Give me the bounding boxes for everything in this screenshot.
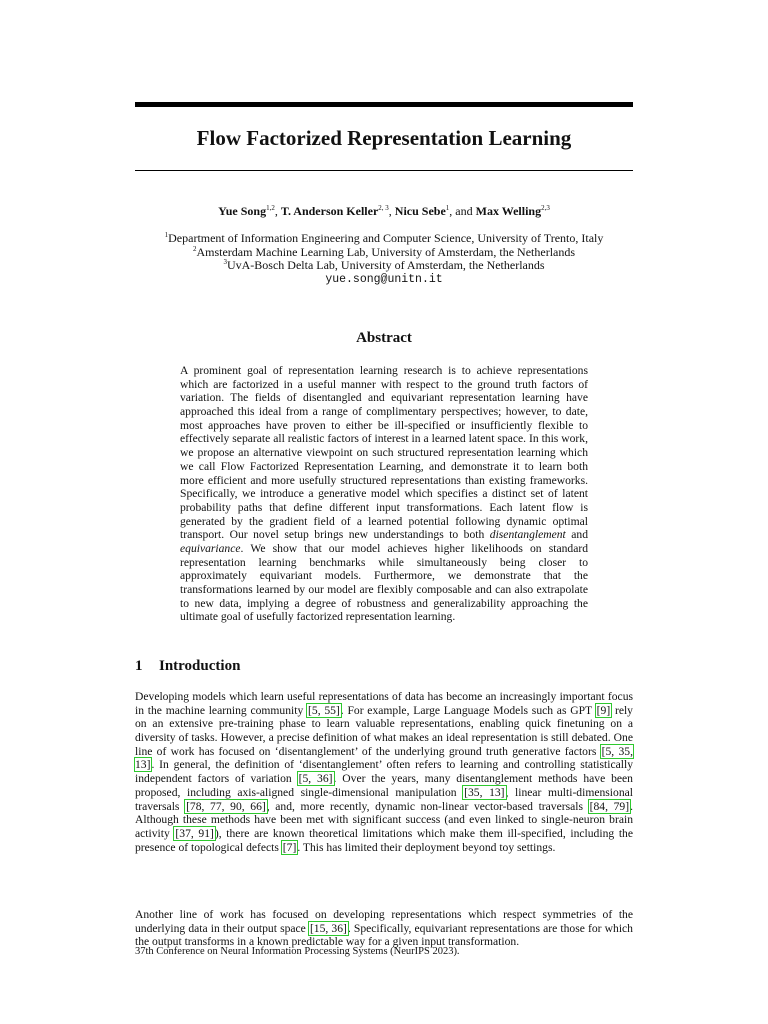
- affiliation-text: Department of Information Engineering and Computer Science, University of Trento, Italy: [168, 231, 604, 245]
- paragraph-text: . Although these methods have been met with significant success (and even linked to single-neuron brain activity: [135, 799, 633, 840]
- section-heading: [135, 656, 240, 676]
- author-separator: ,: [388, 204, 395, 218]
- affiliations: [135, 232, 633, 286]
- paper-title: Flow Factorized Representation Learning: [196, 126, 572, 150]
- title-bottom-rule: [135, 170, 633, 171]
- affiliation-mark: 1: [164, 231, 169, 239]
- citation-link[interactable]: [35, 13]: [464, 785, 505, 799]
- author-affiliation-mark: 1: [445, 204, 450, 212]
- author-name: Max Welling: [475, 204, 542, 218]
- abstract-heading: Abstract: [356, 330, 412, 346]
- section-number: 1: [135, 658, 143, 674]
- paragraph-text: . Specifically, equivariant representations are those for which the output transforms in a known predictable way for a given input transformation.: [135, 921, 633, 949]
- abstract-text: and: [565, 528, 588, 542]
- paragraph-text: . This has limited their deployment beyond toy settings.: [297, 840, 556, 854]
- abstract-text: . We show that our model achieves higher likelihoods on standard representation learning benchmarks while simultaneously being closer to approximately equivariant models. Furthermore, we demonstrate that the transformations learned by our model are flexibly composable and can also extrapolate to new data, implying a degree of robustness and generalizability approaching the ultimate goal of usefully factorized representation learning.: [180, 541, 588, 624]
- citation-link[interactable]: [15, 36]: [309, 921, 347, 935]
- author-affiliation-mark: 2,3: [541, 204, 550, 212]
- affiliation-line: [135, 259, 633, 273]
- citation-link[interactable]: [5, 35, 13]: [135, 744, 633, 772]
- author-name: Yue Song: [218, 204, 267, 218]
- author-email[interactable]: yue.song@unitn.it: [325, 272, 443, 286]
- conference-footnote: 37th Conference on Neural Information Processing Systems (NeurIPS 2023).: [135, 946, 460, 957]
- citation-link[interactable]: [5, 55]: [308, 703, 340, 717]
- affiliation-mark: 2: [192, 244, 197, 253]
- author-separator: , and: [449, 204, 476, 218]
- intro-paragraph-1: [135, 690, 633, 854]
- author-name: T. Anderson Keller: [280, 204, 379, 218]
- author-affiliation-mark: 1,2: [266, 204, 275, 212]
- section-title: Introduction: [159, 658, 241, 674]
- paragraph-text: , and, more recently, dynamic non-linear vector-based traversals: [266, 799, 589, 813]
- citation-link[interactable]: [84, 79]: [589, 799, 630, 813]
- abstract-body: [180, 364, 588, 624]
- affiliation-text: Amsterdam Machine Learning Lab, University of Amsterdam, the Netherlands: [196, 244, 576, 259]
- paragraph-text: Developing models which learn useful representations of data has become an increasingly important focus in the machine learning community: [135, 690, 633, 717]
- author-list: [135, 202, 633, 220]
- paragraph-text: Another line of work has focused on developing representations which respect symmetries of the underlying data in their output space: [135, 908, 633, 935]
- affiliation-mark: 3: [223, 258, 227, 267]
- paragraph-text: . Over the years, many disentanglement methods have been proposed, including axis-aligned single-dimensional manipulation: [135, 772, 633, 799]
- paragraph-text: ), there are known theoretical limitations which make them ill-specified, including the presence of topological defects: [135, 826, 633, 854]
- abstract-emphasis: equivariance: [180, 541, 241, 555]
- author-separator: ,: [274, 204, 281, 218]
- paragraph-text: , linear multi-dimensional traversals: [135, 785, 633, 813]
- citation-link[interactable]: [5, 36]: [298, 772, 333, 786]
- title-top-rule: [135, 102, 633, 107]
- paragraph-text: rely on an extensive pre-training phase to learn valuable representations, enabling quick finetuning on a diversity of tasks. However, a precise definition of what makes an ideal representation is still debated. One line of work has focused on ‘disentanglement’ of the underlying ground truth generative factors: [135, 703, 633, 758]
- citation-link[interactable]: [9]: [596, 703, 611, 717]
- abstract-emphasis: disentanglement: [489, 528, 566, 542]
- affiliation-line: [135, 246, 633, 260]
- author-affiliation-mark: 2, 3: [378, 204, 389, 212]
- citation-link[interactable]: [7]: [282, 840, 297, 854]
- affiliation-line: [135, 232, 633, 246]
- abstract-text: A prominent goal of representation learning research is to achieve representations which are factorized in a useful manner with respect to the ground truth factors of variation. The fields of disentangled and equivariant representation learning have approached this ideal from a range of complimentary perspectives; however, to date, most approaches have proven to either be ill-specified or insufficiently flexible to effectively separate all realistic factors of interest in a learned latent space. In this work, we propose an alternative viewpoint on such structured representation learning which we call Flow Factorized Representation Learning, and demonstrate it to learn both more efficient and more usefully structured representations than existing frameworks. Specifically, we introduce a generative model which specifies a distinct set of latent probability paths that define different input transformations. Each latent flow is generated by the gradient field of a learned potential following dynamic optimal transport. Our novel setup brings new understandings to both: [180, 364, 588, 542]
- author-name: Nicu Sebe: [394, 204, 446, 218]
- affiliation-text: UvA-Bosch Delta Lab, University of Amsterdam, the Netherlands: [226, 258, 545, 273]
- citation-link[interactable]: [78, 77, 90, 66]: [186, 799, 266, 813]
- intro-paragraph-2: [135, 908, 633, 949]
- paragraph-text: . For example, Large Language Models such as GPT: [340, 703, 596, 717]
- citation-link[interactable]: [37, 91]: [175, 826, 214, 840]
- paragraph-text: . In general, the definition of ‘disentanglement’ often refers to learning and controlling statistically independent factors of variation: [135, 758, 633, 786]
